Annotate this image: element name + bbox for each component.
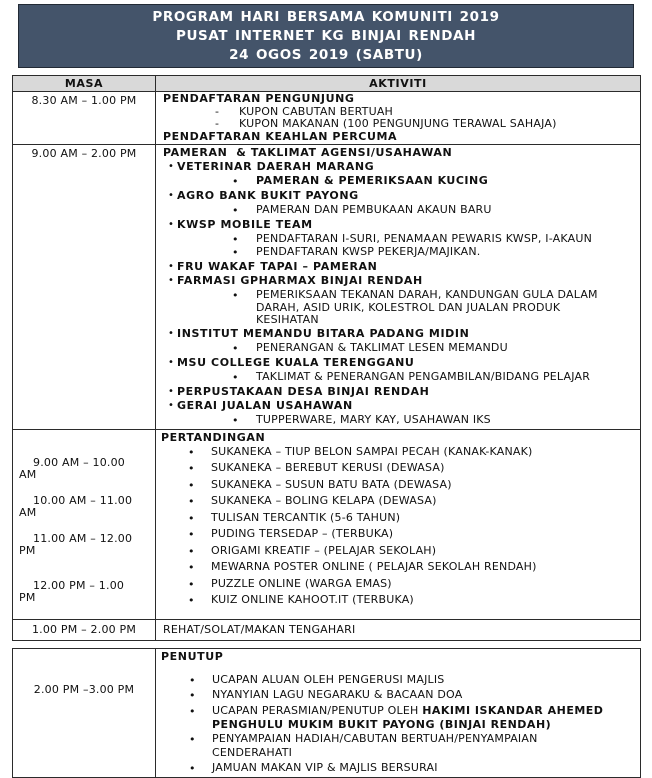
bullet-icon: • [188,545,211,559]
activity-heading: PENDAFTARAN PENGUNJUNG [163,93,636,106]
activity-heading: PENUTUP [161,650,636,663]
bullet-icon: • [189,704,212,719]
bullet-icon: • [168,400,177,413]
item-text: KUPON CABUTAN BERTUAH [239,106,393,119]
dash-icon: - [215,118,239,131]
item-text: MEWARNA POSTER ONLINE ( PELAJAR SEKOLAH RENDAH) [211,561,537,574]
activity-list-item [159,688,636,703]
program-document [0,4,652,758]
activity-text: REHAT/SOLAT/MAKAN TENGAHARI [163,622,636,637]
schedule-row [13,619,641,640]
agency-sub-item [159,371,636,385]
bullet-icon: • [168,190,177,203]
agency-sub-item [159,175,636,189]
closing-table [12,648,641,778]
agency-sub-item [159,233,636,247]
agency-item [159,190,636,203]
time-slot-stack [15,457,153,605]
activity-list-item [159,704,636,732]
event-banner [18,4,634,68]
bullet-icon: • [188,561,211,575]
item-text: PUDING TERSEDAP – (TERBUKA) [211,528,393,541]
schedule-row [13,145,641,430]
item-text: PERPUSTAKAAN DESA BINJAI RENDAH [177,386,429,399]
agency-sub-item [159,289,636,327]
bullet-icon: • [232,371,256,385]
item-text: PENDAFTARAN I-SURI, PENAMAAN PEWARIS KWSP, I-AKAUN [256,233,592,246]
bullet-icon: • [232,414,256,428]
banner-title-line: PROGRAM HARI BERSAMA KOMUNITI 2019 [152,8,499,27]
aktiviti-cell [156,145,641,430]
banner-date-line: 24 OGOS 2019 (SABTU) [229,46,423,65]
item-text: NYANYIAN LAGU NEGARAKU & BACAAN DOA [212,688,462,702]
masa-cell [13,145,156,430]
agency-sub-item [159,414,636,428]
item-text: KWSP MOBILE TEAM [177,219,313,232]
activity-heading: PENDAFTARAN KEAHLAN PERCUMA [163,131,636,144]
activity-list-item [159,594,636,608]
item-text: SUKANEKA – SUSUN BATU BATA (DEWASA) [211,479,452,492]
agency-item [159,275,636,288]
bullet-icon: • [232,175,256,189]
aktiviti-cell [156,429,641,619]
bullet-icon: • [189,732,212,747]
schedule-row [13,429,641,619]
activity-list-item [159,673,636,688]
banner-venue-line: PUSAT INTERNET KG BINJAI RENDAH [176,27,476,46]
item-text: PENDAFTARAN KWSP PEKERJA/MAJIKAN. [256,246,480,259]
time-slot: 11.00 AM – 12.00 PM [19,533,137,558]
item-text: VETERINAR DAERAH MARANG [177,161,374,174]
bullet-icon: • [168,357,177,370]
schedule-header-row [13,76,641,92]
item-text: TAKLIMAT & PENERANGAN PENGAMBILAN/BIDANG PELAJAR [256,371,590,384]
schedule-table [12,75,641,641]
item-text: UCAPAN ALUAN OLEH PENGERUSI MAJLIS [212,673,444,687]
item-text: PAMERAN DAN PEMBUKAAN AKAUN BARU [256,204,492,217]
agency-sub-item [159,204,636,218]
bullet-icon: • [232,289,256,303]
schedule-row [13,92,641,145]
bullet-icon: • [232,233,256,247]
bullet-icon: • [189,673,212,688]
column-header-aktiviti: AKTIVITI [156,76,641,92]
agency-item [159,261,636,274]
masa-cell [13,648,156,778]
aktiviti-cell [156,648,641,778]
item-text: INSTITUT MEMANDU BITARA PADANG MIDIN [177,328,469,341]
item-text-bold: HAKIMI ISKANDAR AHEMED PENGHULU MUKIM BUKIT PAYONG (BINJAI RENDAH) [212,704,608,731]
bullet-icon: • [188,512,211,526]
time-slot: 9.00 AM – 10.00 AM [19,457,137,482]
agency-item [159,400,636,413]
item-text: MSU COLLEGE KUALA TERENGGANU [177,357,414,370]
item-text: GERAI JUALAN USAHAWAN [177,400,353,413]
bullet-icon: • [168,328,177,341]
activity-dash-item [159,118,636,131]
activity-list-item [159,761,636,776]
bullet-icon: • [188,462,211,476]
activity-list-item [159,732,636,760]
activity-list-item [159,578,636,592]
item-text: TULISAN TERCANTIK (5-6 TAHUN) [211,512,400,525]
schedule-row [13,648,641,778]
activity-list-item [159,479,636,493]
bullet-icon: • [189,761,212,776]
time-slot: 8.30 AM – 1.00 PM [15,93,153,107]
bullet-icon: • [188,528,211,542]
item-text: PEMERIKSAAN TEKANAN DARAH, KANDUNGAN GULA DALAM DARAH, ASID URIK, KOLESTROL DAN JUALAN PRODUK KESIHATAN [256,289,601,327]
activity-list-item [159,512,636,526]
bullet-icon: • [168,161,177,174]
item-text-regular: UCAPAN PERASMIAN/PENUTUP OLEH [212,704,422,717]
aktiviti-cell [156,92,641,145]
bullet-icon: • [232,342,256,356]
masa-cell [13,92,156,145]
time-slot: 12.00 PM – 1.00 PM [19,580,137,605]
activity-heading: PERTANDINGAN [161,431,636,444]
item-text: ORIGAMI KREATIF – (PELAJAR SEKOLAH) [211,545,436,558]
bullet-icon: • [168,219,177,232]
agency-sub-item [159,342,636,356]
activity-heading: PAMERAN & TAKLIMAT AGENSI/USAHAWAN [163,146,636,159]
bullet-icon: • [189,688,212,703]
time-slot: 9.00 AM – 2.00 PM [15,146,153,160]
column-header-masa: MASA [13,76,156,92]
agency-item [159,357,636,370]
item-text: SUKANEKA – TIUP BELON SAMPAI PECAH (KANAK-KANAK) [211,446,533,459]
item-text: SUKANEKA – BOLING KELAPA (DEWASA) [211,495,437,508]
agency-sub-item [159,246,636,260]
item-text: PENERANGAN & TAKLIMAT LESEN MEMANDU [256,342,508,355]
masa-cell [13,619,156,640]
item-text: PAMERAN & PEMERIKSAAN KUCING [256,175,488,188]
agency-item [159,386,636,399]
dash-icon: - [215,106,239,119]
item-text: KUPON MAKANAN (100 PENGUNJUNG TERAWAL SAHAJA) [239,118,557,131]
item-text: KUIZ ONLINE KAHOOT.IT (TERBUKA) [211,594,414,607]
item-text: AGRO BANK BUKIT PAYONG [177,190,359,203]
bullet-icon: • [168,386,177,399]
bullet-icon: • [188,594,211,608]
item-text: FRU WAKAF TAPAI – PAMERAN [177,261,377,274]
time-slot: 10.00 AM – 11.00 AM [19,495,137,520]
activity-list-item [159,462,636,476]
item-text: PUZZLE ONLINE (WARGA EMAS) [211,578,392,591]
activity-list-item [159,446,636,460]
aktiviti-cell [156,619,641,640]
time-slot: 2.00 PM –3.00 PM [15,650,153,696]
item-text [212,704,636,732]
item-text: PENYAMPAIAN HADIAH/CABUTAN BERTUAH/PENYAMPAIAN CENDERAHATI [212,732,547,760]
activity-list-item [159,545,636,559]
bullet-icon: • [188,446,211,460]
item-text: JAMUAN MAKAN VIP & MAJLIS BERSURAI [212,761,438,775]
activity-list-item [159,561,636,575]
activity-list-item [159,495,636,509]
bullet-icon: • [188,495,211,509]
bullet-icon: • [188,479,211,493]
agency-item [159,161,636,174]
bullet-icon: • [232,204,256,218]
item-text: SUKANEKA – BEREBUT KERUSI (DEWASA) [211,462,445,475]
bullet-icon: • [188,578,211,592]
time-slot: 1.00 PM – 2.00 PM [15,621,153,636]
activity-list-item [159,528,636,542]
bullet-icon: • [168,275,177,288]
bullet-icon: • [232,246,256,260]
masa-cell [13,429,156,619]
item-text: TUPPERWARE, MARY KAY, USAHAWAN IKS [256,414,491,427]
item-text: FARMASI GPHARMAX BINJAI RENDAH [177,275,423,288]
agency-item [159,219,636,232]
bullet-icon: • [168,261,177,274]
agency-item [159,328,636,341]
